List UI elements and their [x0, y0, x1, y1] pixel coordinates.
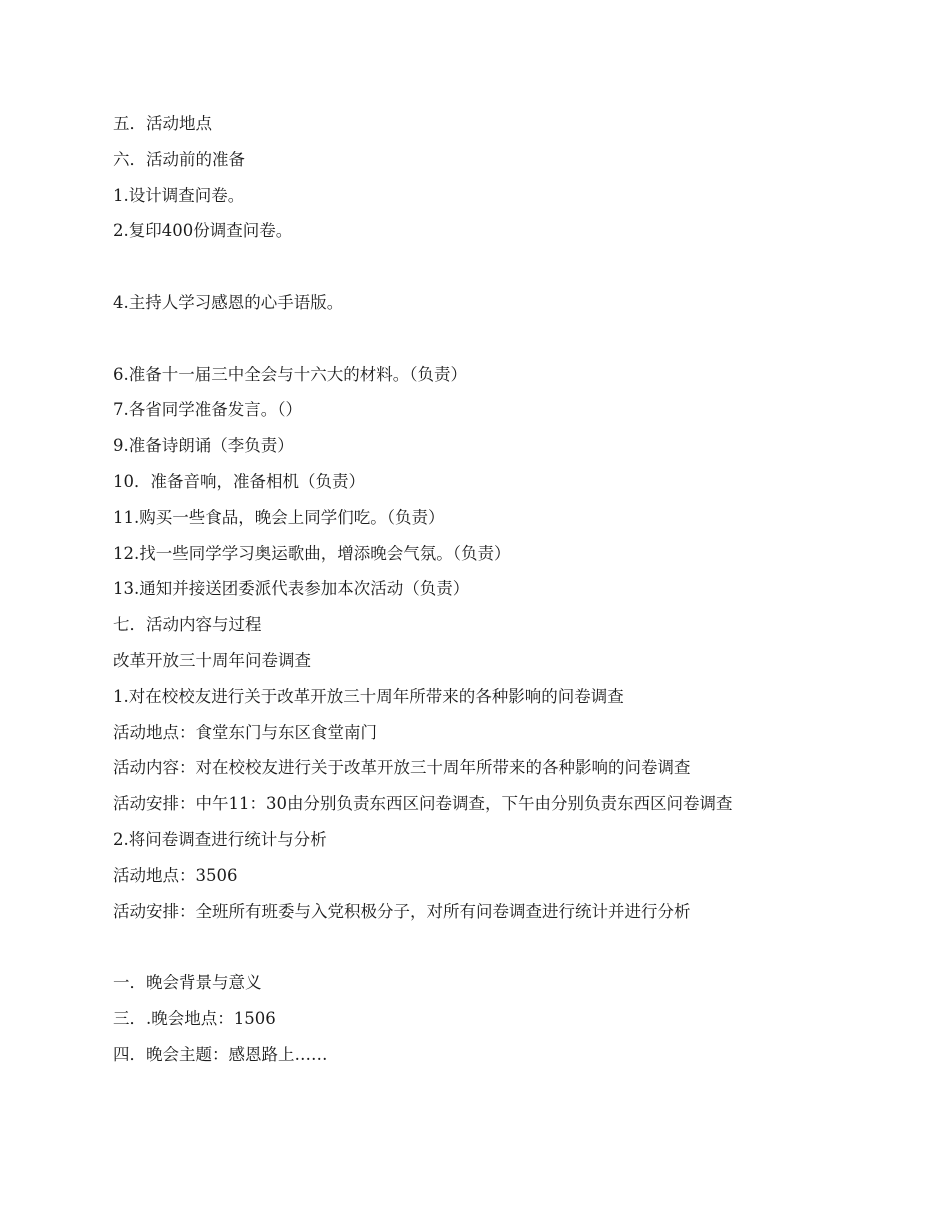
survey-title: 改革开放三十周年问卷调查: [113, 650, 311, 670]
survey-1-schedule: 活动安排：中午11：30由分别负责东西区问卷调查，下午由分别负责东西区问卷调查: [113, 794, 733, 814]
prep-item-2: 2.复印400份调查问卷。: [113, 221, 293, 241]
blank-line: [113, 249, 893, 285]
section-heading-content: 七．活动内容与过程: [113, 615, 262, 635]
section-heading-venue: 五．活动地点: [113, 114, 212, 133]
survey-1-content: 活动内容：对在校校友进行关于改革开放三十周年所带来的各种影响的问卷调查: [113, 758, 691, 778]
prep-item-1: 1.设计调查问卷。: [113, 185, 245, 205]
gala-location: 三．.晚会地点：1506: [113, 1008, 276, 1028]
survey-1-location: 活动地点：食堂东门与东区食堂南门: [113, 722, 377, 742]
prep-item-12: 12.找一些同学学习奥运歌曲，增添晚会气氛。（负责）: [113, 543, 511, 563]
section-heading-preparation: 六．活动前的准备: [113, 149, 245, 169]
blank-line: [113, 929, 893, 965]
prep-item-9: 9.准备诗朗诵（李负责）: [113, 436, 294, 456]
survey-2-location: 活动地点：3506: [113, 865, 238, 885]
document-body: [113, 106, 893, 1073]
blank-line: [113, 321, 893, 357]
gala-theme: 四．晚会主题：感恩路上……: [113, 1044, 328, 1064]
survey-2-schedule: 活动安排：全班所有班委与入党积极分子，对所有问卷调查进行统计并进行分析: [113, 901, 691, 921]
prep-item-13: 13.通知并接送团委派代表参加本次活动（负责）: [113, 579, 470, 599]
prep-item-4: 4.主持人学习感恩的心手语版。: [113, 292, 344, 312]
prep-item-7: 7.各省同学准备发言。（）: [113, 400, 302, 420]
survey-item-1: 1.对在校校友进行关于改革开放三十周年所带来的各种影响的问卷调查: [113, 686, 624, 706]
prep-item-10: 10．准备音响，准备相机（负责）: [113, 471, 365, 491]
prep-item-6: 6.准备十一届三中全会与十六大的材料。（负责）: [113, 364, 467, 384]
prep-item-11: 11.购买一些食品，晚会上同学们吃。（负责）: [113, 507, 445, 527]
gala-background-heading: 一．晚会背景与意义: [113, 973, 262, 993]
survey-item-2: 2.将问卷调查进行统计与分析: [113, 829, 327, 849]
